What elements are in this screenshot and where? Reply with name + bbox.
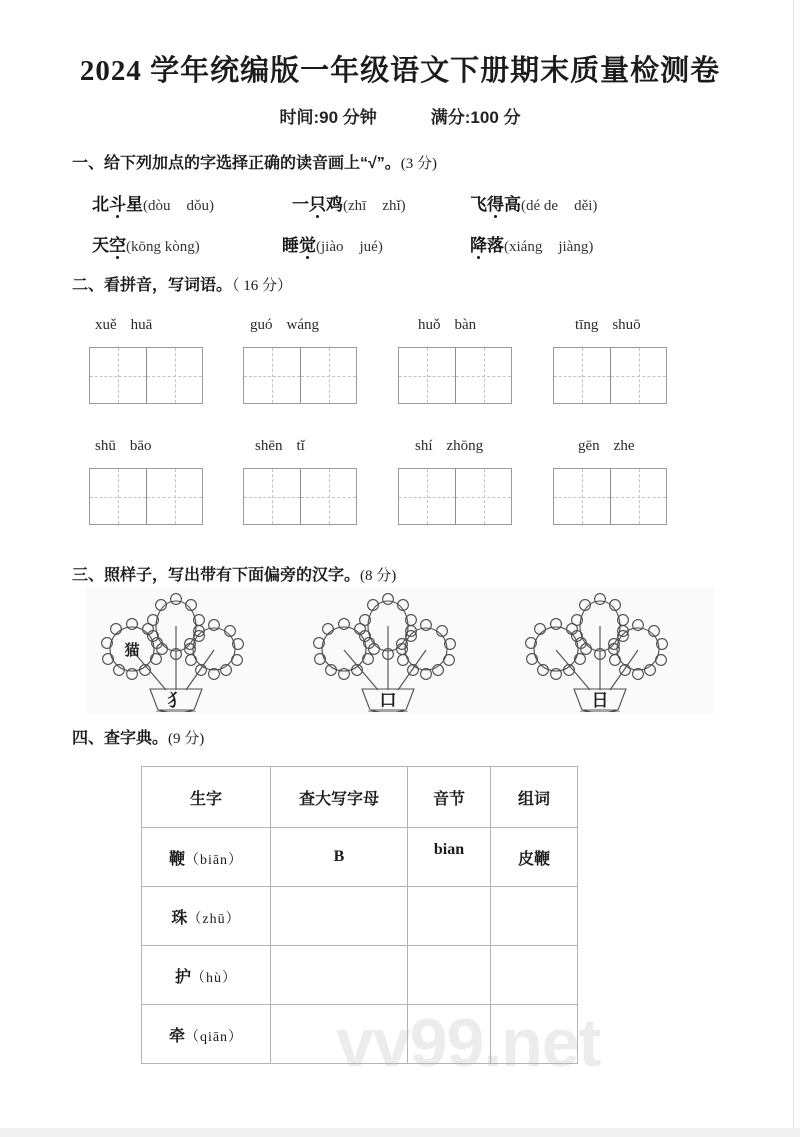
table-row <box>142 828 578 887</box>
pinyin-choice-item[interactable]: 睡觉(jiào jué) <box>282 236 383 255</box>
table-row <box>142 1005 578 1064</box>
grid-cell[interactable] <box>455 348 511 403</box>
grid-cell[interactable] <box>399 469 455 524</box>
writing-grid-box[interactable] <box>553 347 667 404</box>
pinyin-choice-item[interactable]: 降落(xiáng jiàng) <box>470 236 594 255</box>
pinyin-hint: shēn tǐ <box>255 438 305 454</box>
dictionary-table <box>141 766 578 1064</box>
section-4-heading <box>72 725 204 748</box>
grid-cell[interactable] <box>610 348 666 403</box>
table-header-row <box>142 767 578 828</box>
section-2-points: （ 16 分） <box>232 278 293 294</box>
section-2-title: 二、看拼音，写词语。 <box>72 277 233 294</box>
grid-cell[interactable] <box>146 469 202 524</box>
writing-grid-box[interactable] <box>89 347 203 404</box>
cell-syllable[interactable]: bian <box>408 821 491 880</box>
exam-meta <box>0 103 800 128</box>
section-3-heading <box>72 562 396 585</box>
cell-letter[interactable] <box>271 946 408 1005</box>
section-4-points: (9 分) <box>168 731 205 747</box>
pinyin-choice-item[interactable]: 北斗星(dòu dǒu) <box>92 195 214 214</box>
flower-sample-char: 猫 <box>124 643 140 659</box>
writing-grid-box[interactable] <box>243 468 357 525</box>
grid-cell[interactable] <box>455 469 511 524</box>
pinyin-choice-item[interactable]: 飞得高(dé de děi) <box>470 195 598 214</box>
writing-grid-box[interactable] <box>398 468 512 525</box>
pot-radical-label: 犭 <box>167 691 185 710</box>
writing-grid-box[interactable] <box>553 468 667 525</box>
cell-word[interactable] <box>491 887 578 946</box>
score-label: 满分:100 分 <box>430 108 521 127</box>
section-1-heading <box>72 150 437 173</box>
writing-grid-box[interactable] <box>398 347 512 404</box>
section-1-row-2 <box>92 231 752 257</box>
section-3-points: (8 分) <box>360 568 397 584</box>
page-bottom-band <box>0 1128 800 1137</box>
section-3-title: 三、照样子，写出带有下面偏旁的汉字。 <box>72 567 361 584</box>
flower-pot-radical-3[interactable] <box>512 592 692 712</box>
flower-pot-radical-2[interactable] <box>300 592 480 712</box>
page-edge-line <box>793 0 794 1137</box>
grid-cell[interactable] <box>146 348 202 403</box>
pinyin-hint: shū bāo <box>95 438 152 454</box>
grid-cell[interactable] <box>300 469 356 524</box>
column-header-word: 组词 <box>491 767 578 828</box>
pinyin-hint: shí zhōng <box>415 438 484 454</box>
grid-cell[interactable] <box>554 348 610 403</box>
section-4-title: 四、查字典。 <box>72 730 169 747</box>
table-row <box>142 946 578 1005</box>
column-header-syllable: 音节 <box>408 767 491 828</box>
cell-char: 珠（zhū） <box>142 887 271 946</box>
cell-letter[interactable] <box>271 1005 408 1064</box>
grid-cell[interactable] <box>554 469 610 524</box>
cell-word[interactable] <box>491 946 578 1005</box>
flower-pot-radical-1[interactable] <box>88 592 268 712</box>
writing-grid-box[interactable] <box>243 347 357 404</box>
section-1-title: 一、给下列加点的字选择正确的读音画上“√”。 <box>72 155 401 172</box>
cell-char: 牵（qiān） <box>142 1005 271 1064</box>
section-1-points: (3 分) <box>400 156 438 172</box>
grid-cell[interactable] <box>90 348 146 403</box>
cell-word[interactable]: 皮鞭 <box>491 828 578 887</box>
pinyin-hint: huǒ bàn <box>418 317 477 333</box>
time-label: 时间:90 分钟 <box>279 108 377 127</box>
grid-cell[interactable] <box>244 348 300 403</box>
cell-word[interactable] <box>491 1005 578 1064</box>
cell-letter[interactable]: B <box>271 828 408 887</box>
grid-cell[interactable] <box>610 469 666 524</box>
cell-syllable[interactable] <box>408 939 491 998</box>
column-header-char: 生字 <box>142 767 271 828</box>
page-title: 2024 学年统编版一年级语文下册期末质量检测卷 <box>79 55 721 87</box>
column-header-letter: 查大写字母 <box>271 767 408 828</box>
pot-radical-label: 口 <box>379 691 397 710</box>
section-1-row-1 <box>92 190 752 216</box>
writing-grid-box[interactable] <box>89 468 203 525</box>
pinyin-hint: tīng shuō <box>575 317 641 333</box>
pinyin-hint: gēn zhe <box>578 438 635 454</box>
cell-letter[interactable] <box>271 887 408 946</box>
table-row <box>142 887 578 946</box>
pinyin-hint: guó wáng <box>250 317 319 333</box>
pinyin-hint: xuě huā <box>95 317 153 333</box>
pot-radical-label: 日 <box>591 691 609 710</box>
pinyin-choice-item[interactable]: 天空(kōng kòng) <box>92 236 200 255</box>
cell-char: 护（hù） <box>142 946 271 1005</box>
pinyin-choice-item[interactable]: 一只鸡(zhī zhǐ) <box>292 195 406 214</box>
cell-char: 鞭（biān） <box>142 828 271 887</box>
grid-cell[interactable] <box>244 469 300 524</box>
grid-cell[interactable] <box>300 348 356 403</box>
cell-syllable[interactable] <box>408 998 491 1057</box>
grid-cell[interactable] <box>90 469 146 524</box>
cell-syllable[interactable] <box>408 880 491 939</box>
watermark: vv99.net <box>336 1005 601 1081</box>
section-2-heading <box>72 272 292 295</box>
grid-cell[interactable] <box>399 348 455 403</box>
